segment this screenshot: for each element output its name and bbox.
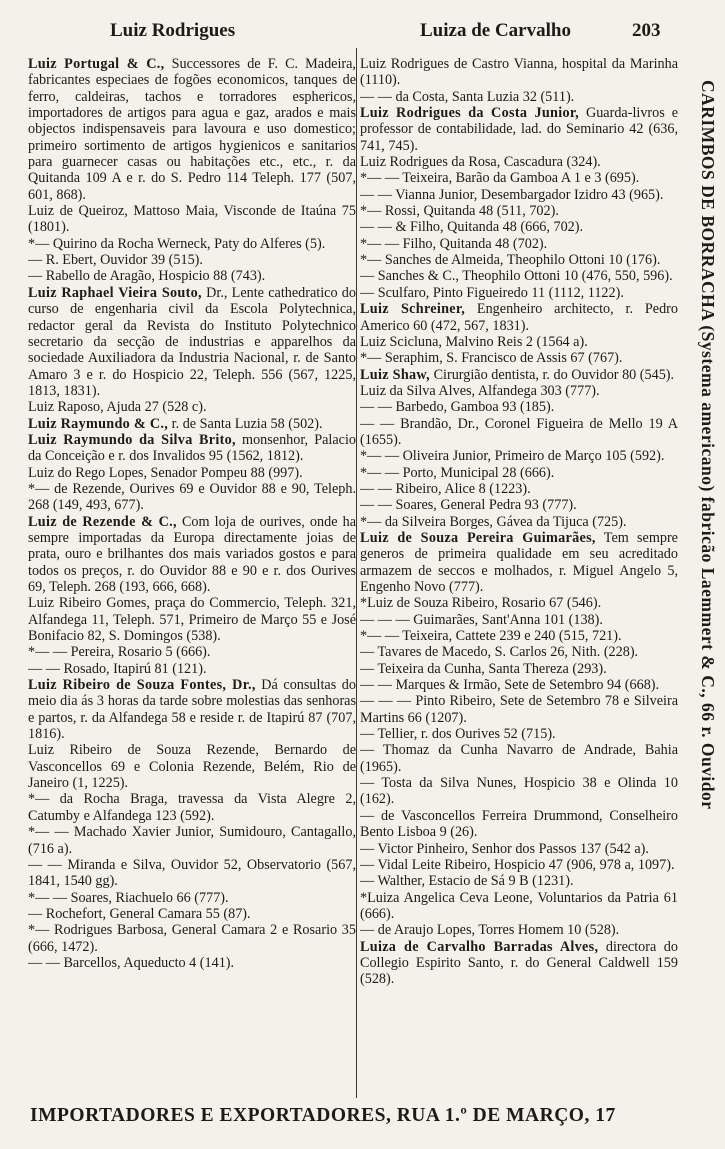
directory-entry bbox=[360, 154, 678, 170]
directory-entry bbox=[360, 514, 678, 530]
entry-text: *— — Porto, Municipal 28 (666). bbox=[360, 464, 555, 481]
right-column bbox=[360, 56, 678, 1096]
directory-entry bbox=[360, 481, 678, 497]
page-number: 203 bbox=[632, 20, 661, 41]
entry-text: — Walther, Estacio de Sá 9 B (1231). bbox=[360, 873, 574, 890]
directory-entry bbox=[360, 285, 678, 301]
entry-text: *— Quirino da Rocha Werneck, Paty do Alferes (5). bbox=[28, 235, 326, 252]
directory-entry bbox=[28, 595, 356, 644]
entry-text: — de Araujo Lopes, Torres Homem 10 (528). bbox=[360, 922, 620, 939]
directory-entry bbox=[360, 530, 678, 595]
header-left-title: Luiz Rodrigues bbox=[110, 20, 236, 41]
directory-entry bbox=[360, 742, 678, 775]
entry-text: — Sanches & C., Theophilo Ottoni 10 (476, 550, 596). bbox=[360, 268, 673, 285]
entry-heading: Luiz Raymundo & C., bbox=[28, 415, 169, 432]
directory-entry bbox=[28, 955, 356, 971]
directory-entry bbox=[28, 236, 356, 252]
directory-entry bbox=[360, 808, 678, 841]
entry-text: r. de Santa Luzia 58 (502). bbox=[168, 415, 323, 432]
directory-entry bbox=[28, 285, 356, 399]
directory-entry bbox=[360, 595, 678, 611]
entry-heading: Luiz Shaw, bbox=[360, 366, 431, 383]
entry-text: Tem sempre generos de primeira qualidade em seu acreditado armazem de seccos e molhados, r. Miguel Angelo 5, Engenho Novo (777). bbox=[360, 529, 678, 595]
entry-heading: Luiz de Rezende & C., bbox=[28, 513, 177, 530]
directory-entry bbox=[28, 56, 356, 203]
directory-entry bbox=[360, 775, 678, 808]
directory-entry bbox=[28, 661, 356, 677]
entry-text: Luiz Raposo, Ajuda 27 (528 c). bbox=[28, 399, 207, 416]
directory-entry bbox=[360, 465, 678, 481]
directory-entry bbox=[360, 187, 678, 203]
directory-entry bbox=[360, 105, 678, 154]
entry-text: *— — Pereira, Rosario 5 (666). bbox=[28, 644, 211, 661]
directory-entry bbox=[360, 301, 678, 334]
column-divider bbox=[356, 48, 357, 1098]
directory-entry bbox=[360, 367, 678, 383]
entry-text: *— — Teixeira, Barão da Gamboa A 1 e 3 (695). bbox=[360, 170, 640, 187]
directory-entry bbox=[360, 693, 678, 726]
entry-text: Cirurgião dentista, r. do Ouvidor 80 (545). bbox=[430, 366, 675, 383]
entry-text: — Vidal Leite Ribeiro, Hospicio 47 (906, 978 a, 1097). bbox=[360, 856, 675, 873]
directory-entry bbox=[28, 857, 356, 890]
directory-entry bbox=[360, 841, 678, 857]
directory-entry bbox=[360, 236, 678, 252]
entry-text: — Thomaz da Cunha Navarro de Andrade, Bahia (1965). bbox=[360, 742, 678, 775]
entry-text: Luiz Scicluna, Malvino Reis 2 (1564 a). bbox=[360, 333, 588, 350]
entry-text: — — Barcellos, Aqueducto 4 (141). bbox=[28, 954, 235, 971]
entry-text: *— — Oliveira Junior, Primeiro de Março 105 (592). bbox=[360, 448, 665, 465]
side-advertisement: CARIMBOS DE BORRACHA (Systema americano) fabricão Laemmert & C., 66 r. Ouvidor bbox=[698, 80, 718, 810]
entry-text: Com loja de ourives, onde ha sempre importadas da Europa directamente joias de prata, ouro e brilhantes dos mais variados gostos e para todos os preços, r. do Ouvidor 88 e 90 e r. dos Ourives 69, Teleph. 268 (193, 666, 668). bbox=[28, 513, 356, 595]
header-right-title: Luiza de Carvalho bbox=[420, 20, 571, 41]
directory-entry bbox=[28, 399, 356, 415]
directory-entry bbox=[360, 644, 678, 660]
entry-text: Luiz de Queiroz, Mattoso Maia, Visconde de Itaúna 75 (1801). bbox=[28, 203, 356, 236]
directory-entry bbox=[28, 922, 356, 955]
entry-text: *— — Teixeira, Cattete 239 e 240 (515, 721). bbox=[360, 628, 622, 645]
entry-text: Dá consultas do meio dia ás 3 horas da tarde sobre molestias das senhoras e partos, r. da Alfandega 58 e reside r. de Itapirú 87 (707, 1816). bbox=[28, 677, 356, 743]
directory-entry bbox=[360, 56, 678, 89]
entry-text: — — — Pinto Ribeiro, Sete de Setembro 78 e Silveira Martins 66 (1207). bbox=[360, 693, 678, 726]
directory-entry bbox=[28, 416, 356, 432]
entry-text: — — Marques & Irmão, Sete de Setembro 94 (668). bbox=[360, 677, 660, 694]
directory-entry bbox=[360, 857, 678, 873]
entry-heading: Luiz Raymundo da Silva Brito, bbox=[28, 431, 236, 448]
directory-entry bbox=[28, 252, 356, 268]
directory-entry bbox=[360, 170, 678, 186]
entry-text: — Rochefort, General Camara 55 (87). bbox=[28, 905, 251, 922]
entry-text: — — & Filho, Quitanda 48 (666, 702). bbox=[360, 219, 584, 236]
footer-advertisement: IMPORTADORES E EXPORTADORES, RUA 1.º DE MARÇO, 17 bbox=[30, 1105, 616, 1126]
directory-entry bbox=[28, 890, 356, 906]
directory-entry bbox=[28, 677, 356, 742]
directory-entry bbox=[28, 481, 356, 514]
directory-entry bbox=[360, 350, 678, 366]
directory-entry bbox=[360, 383, 678, 399]
directory-entry bbox=[360, 677, 678, 693]
entry-text: *— Rodrigues Barbosa, General Camara 2 e Rosario 35 (666, 1472). bbox=[28, 922, 356, 955]
directory-entry bbox=[28, 906, 356, 922]
directory-entry bbox=[28, 465, 356, 481]
directory-entry bbox=[360, 252, 678, 268]
entry-text: directora do Collegio Espirito Santo, r. do General Caldwell 159 (528). bbox=[360, 938, 678, 988]
entry-heading: Luiz de Souza Pereira Guimarães, bbox=[360, 529, 596, 546]
entry-text: — Tellier, r. dos Ourives 52 (715). bbox=[360, 726, 556, 743]
page-header bbox=[0, 18, 725, 46]
entry-heading: Luiz Raphael Vieira Souto, bbox=[28, 284, 202, 301]
entry-heading: Luiz Ribeiro de Souza Fontes, Dr., bbox=[28, 677, 256, 694]
entry-text: Dr., Lente cathedratico do curso de engenharia civil da Escola Polytechnica, redactor geral da Revista do Instituto Polytechnico secretario da secção de industrias e apparelhos da sociedade Auxiliadora da Industria Nacional, r. de Santo Amaro 3 e r. do Hospicio 22, Teleph. 556 (567, 1225, 1813, 1831). bbox=[28, 284, 356, 399]
entry-text: — — — Guimarães, Sant'Anna 101 (138). bbox=[360, 611, 603, 628]
entry-text: Luiz Ribeiro de Souza Rezende, Bernardo de Vasconcellos 69 e Colonia Rezende, Belém, Rio de Janeiro (1, 1225). bbox=[28, 742, 356, 792]
directory-entry bbox=[28, 791, 356, 824]
entry-text: — — Rosado, Itapirú 81 (121). bbox=[28, 660, 207, 677]
entry-text: monsenhor, Palacio da Conceição e r. dos Invalidos 95 (1562, 1812). bbox=[28, 431, 356, 465]
entry-heading: Luiza de Carvalho Barradas Alves, bbox=[360, 938, 599, 955]
directory-entry bbox=[360, 890, 678, 923]
entry-text: — — da Costa, Santa Luzia 32 (511). bbox=[360, 88, 575, 105]
entry-text: Luiz Rodrigues da Rosa, Cascadura (324). bbox=[360, 154, 601, 171]
entry-text: — Victor Pinheiro, Senhor dos Passos 137 (542 a). bbox=[360, 840, 649, 857]
directory-entry bbox=[28, 742, 356, 791]
entry-text: — — Miranda e Silva, Ouvidor 52, Observatorio (567, 1841, 1540 gg). bbox=[28, 856, 356, 890]
entry-text: — — Soares, General Pedra 93 (777). bbox=[360, 497, 577, 514]
directory-entry bbox=[360, 89, 678, 105]
directory-entry bbox=[360, 922, 678, 938]
entry-text: *Luiza Angelica Ceva Leone, Voluntarios da Patria 61 (666). bbox=[360, 889, 678, 922]
directory-entry bbox=[360, 268, 678, 284]
directory-entry bbox=[28, 432, 356, 465]
entry-text: *— Rossi, Quitanda 48 (511, 702). bbox=[360, 203, 559, 220]
left-column bbox=[28, 56, 356, 1096]
directory-entry bbox=[28, 514, 356, 596]
directory-entry bbox=[360, 873, 678, 889]
entry-text: *— da Silveira Borges, Gávea da Tijuca (725). bbox=[360, 513, 627, 530]
directory-entry bbox=[28, 268, 356, 284]
entry-text: Luiz da Silva Alves, Alfandega 303 (777). bbox=[360, 382, 600, 399]
entry-text: *— Sanches de Almeida, Theophilo Ottoni 10 (176). bbox=[360, 252, 661, 269]
entry-text: — Sculfaro, Pinto Figueiredo 11 (1112, 1122). bbox=[360, 284, 624, 301]
entry-text: — R. Ebert, Ouvidor 39 (515). bbox=[28, 252, 203, 269]
entry-text: Luiz do Rego Lopes, Senador Pompeu 88 (997). bbox=[28, 464, 303, 481]
entry-text: *— — Machado Xavier Junior, Sumidouro, Cantagallo, (716 a). bbox=[28, 824, 356, 857]
entry-text: *— — Soares, Riachuelo 66 (777). bbox=[28, 889, 229, 906]
directory-entry bbox=[360, 219, 678, 235]
entry-text: Luiz Ribeiro Gomes, praça do Commercio, Teleph. 321, Alfandega 11, Teleph. 571, Primeiro de Março 55 e José Bonifacio 82, S. Domingos (538). bbox=[28, 595, 356, 645]
entry-text: Guarda-livros e professor de contabilidade, lad. do Seminario 42 (636, 741, 745). bbox=[360, 105, 678, 154]
directory-entry bbox=[360, 726, 678, 742]
directory-entry bbox=[360, 939, 678, 988]
entry-heading: Luiz Rodrigues da Costa Junior, bbox=[360, 105, 580, 122]
entry-text: — Tavares de Macedo, S. Carlos 26, Nith. (228). bbox=[360, 644, 639, 661]
entry-heading: Luiz Portugal & C., bbox=[28, 56, 165, 72]
directory-entry bbox=[28, 644, 356, 660]
entry-text: — Tosta da Silva Nunes, Hospicio 38 e Olinda 10 (162). bbox=[360, 775, 678, 808]
directory-entry bbox=[360, 448, 678, 464]
entry-text: Luiz Rodrigues de Castro Vianna, hospital da Marinha (1110). bbox=[360, 56, 678, 89]
directory-entry bbox=[28, 203, 356, 236]
entry-text: — de Vasconcellos Ferreira Drummond, Conselheiro Bento Lisboa 9 (26). bbox=[360, 807, 678, 841]
entry-text: — — Ribeiro, Alice 8 (1223). bbox=[360, 480, 531, 497]
directory-entry bbox=[360, 334, 678, 350]
entry-text: — — Vianna Junior, Desembargador Izidro 43 (965). bbox=[360, 186, 664, 203]
entry-text: *— Seraphim, S. Francisco de Assis 67 (767). bbox=[360, 350, 623, 367]
directory-entry bbox=[360, 628, 678, 644]
entry-heading: Luiz Schreiner, bbox=[360, 301, 466, 318]
entry-text: *— de Rezende, Ourives 69 e Ouvidor 88 e 90, Teleph. 268 (149, 493, 677). bbox=[28, 480, 356, 514]
entry-text: — Teixeira da Cunha, Santa Thereza (293). bbox=[360, 660, 607, 677]
directory-entry bbox=[360, 399, 678, 415]
directory-entry bbox=[360, 612, 678, 628]
entry-text: *— da Rocha Braga, travessa da Vista Alegre 2, Catumby e Alfandega 123 (592). bbox=[28, 791, 356, 824]
entry-text: — — Barbedo, Gamboa 93 (185). bbox=[360, 399, 555, 416]
entry-text: — — Brandão, Dr., Coronel Figueira de Mello 19 A (1655). bbox=[360, 415, 678, 448]
directory-entry bbox=[360, 497, 678, 513]
entry-text: — Rabello de Aragão, Hospicio 88 (743). bbox=[28, 268, 266, 285]
entry-text: *— — Filho, Quitanda 48 (702). bbox=[360, 235, 548, 252]
directory-entry bbox=[360, 416, 678, 449]
entry-text: Engenheiro architecto, r. Pedro Americo 60 (472, 567, 1831). bbox=[360, 301, 678, 334]
directory-entry bbox=[360, 661, 678, 677]
entry-text: Successores de F. C. Madeira, fabricantes especiaes de fogões economicos, tanques de ferro, caldeiras, tachos e torradores esphericos, importadores de artigos para agua e gaz, arados e mais objectos indispensaveis para lavoura e uso domestico; primeiro sortimento de artigos hygienicos e sanitarios para guarnecer casas ou habitações etc., etc., r. da Quitanda 109 A e r. do S. Pedro 114 Teleph. 177 (507, 601, 868). bbox=[28, 56, 356, 203]
directory-entry bbox=[28, 824, 356, 857]
directory-entry bbox=[360, 203, 678, 219]
entry-text: *Luiz de Souza Ribeiro, Rosario 67 (546). bbox=[360, 595, 602, 612]
